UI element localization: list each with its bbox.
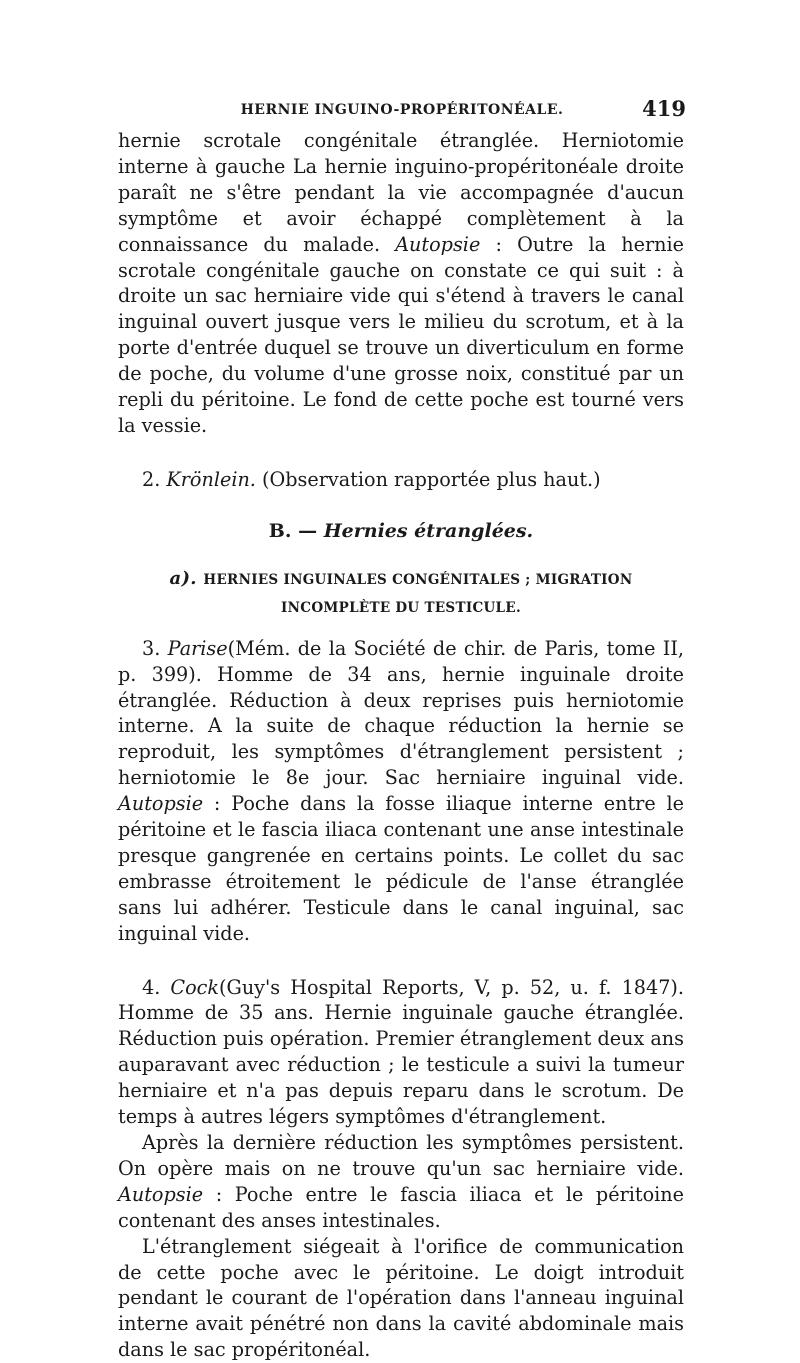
observation-number: 4. [142,975,171,999]
subsection-label: a). [169,567,204,589]
paragraph-text: hernie scrotale congénitale étranglée. Herniotomie interne à gauche La hernie inguino-propéritonéale droite paraît ne s'être pendant la vie accompagnée d'aucun symptôme et avoir échappé complètement à la connaissance du malade. [118,129,684,256]
observation-number: 2. [142,467,167,491]
section-title: Hernies étranglées. [323,519,534,542]
page-header [118,96,686,126]
page-body [118,128,684,1363]
section-heading-b [118,519,684,545]
observation-text: (Observation rapportée plus haut.) [255,467,601,491]
observation-author: Parise [167,636,228,660]
paragraph-text: Après la dernière réduction les symptômes persistent. On opère mais on ne trouve qu'un sac herniaire vide. [118,1131,684,1180]
autopsie-label: Autopsie [118,1182,204,1206]
observation-4-paragraph-2 [118,1130,684,1234]
observation-author: Krönlein. [166,467,256,491]
subsection-heading-a [118,565,684,622]
paragraph-text: : Outre la hernie scrotale congénitale gauche on constate ce qui suit : à droite un sac herniaire vide qui s'étend à travers le canal inguinal ouvert jusque vers le milieu du scrotum, et à la porte d'entrée duquel se trouve un diverticulum en forme de poche, du volume d'une grosse noix, constitué par un repli du péritoine. Le fond de cette poche est tourné vers la vessie. [118,232,684,437]
observation-text: : Poche dans la fosse iliaque interne entre le péritoine et le fascia iliaca contenant une anse intestinale presque gangrenée en certains points. Le collet du sac embrasse étroitement le pédicule de l'anse étranglée sans lui adhérer. Testicule dans le canal inguinal, sac inguinal vide. [118,792,684,945]
observation-text: (Mém. de la Société de chir. de Paris, tome II, p. 399). Homme de 34 ans, hernie inguinale droite étranglée. Réduction à deux reprises puis herniotomie interne. A la suite de chaque réduction la hernie se reproduit, les symptômes d'étranglement persistent ; herniotomie le 8e jour. Sac herniaire inguinal vide. [118,636,685,790]
page-number: 419 [642,96,686,121]
observation-text: (Guy's Hospital Reports, V, p. 52, u. f. 1847). Homme de 35 ans. Hernie inguinale gauche étranglée. Réduction puis opération. Premier étranglement deux ans auparavant avec réduction ; le testicule a suivi la tumeur herniaire et n'a pas depuis reparu dans le scrotum. De temps à autres légers symptômes d'étranglement. [118,975,685,1129]
paragraph-case-1-end [118,128,684,439]
running-title: HERNIE INGUINO-PROPÉRITONÉALE. [240,102,564,118]
paragraph-text: : Poche entre le fascia iliaca et le péritoine contenant des anses intestinales. [118,1182,684,1232]
autopsie-label: Autopsie [118,792,204,816]
observation-4-paragraph-3 [118,1234,684,1363]
observation-author: Cock [170,975,219,999]
autopsie-label: Autopsie [395,232,481,256]
observation-2 [118,467,684,493]
observation-4 [118,975,684,1130]
subsection-title: HERNIES INGUINALES CONGÉNITALES ; MIGRATION INCOMPLÈTE DU TESTICULE. [203,571,633,616]
observation-3 [118,636,684,947]
section-label: B. — [268,519,324,542]
observation-number: 3. [142,636,168,660]
paragraph-text: L'étranglement siégeait à l'orifice de communication de cette poche avec le péritoine. Le doigt introduit pendant le courant de l'opération dans l'anneau inguinal interne avait pénétré non dans la cavité abdominale mais dans le sac propéritonéal. [118,1234,684,1362]
